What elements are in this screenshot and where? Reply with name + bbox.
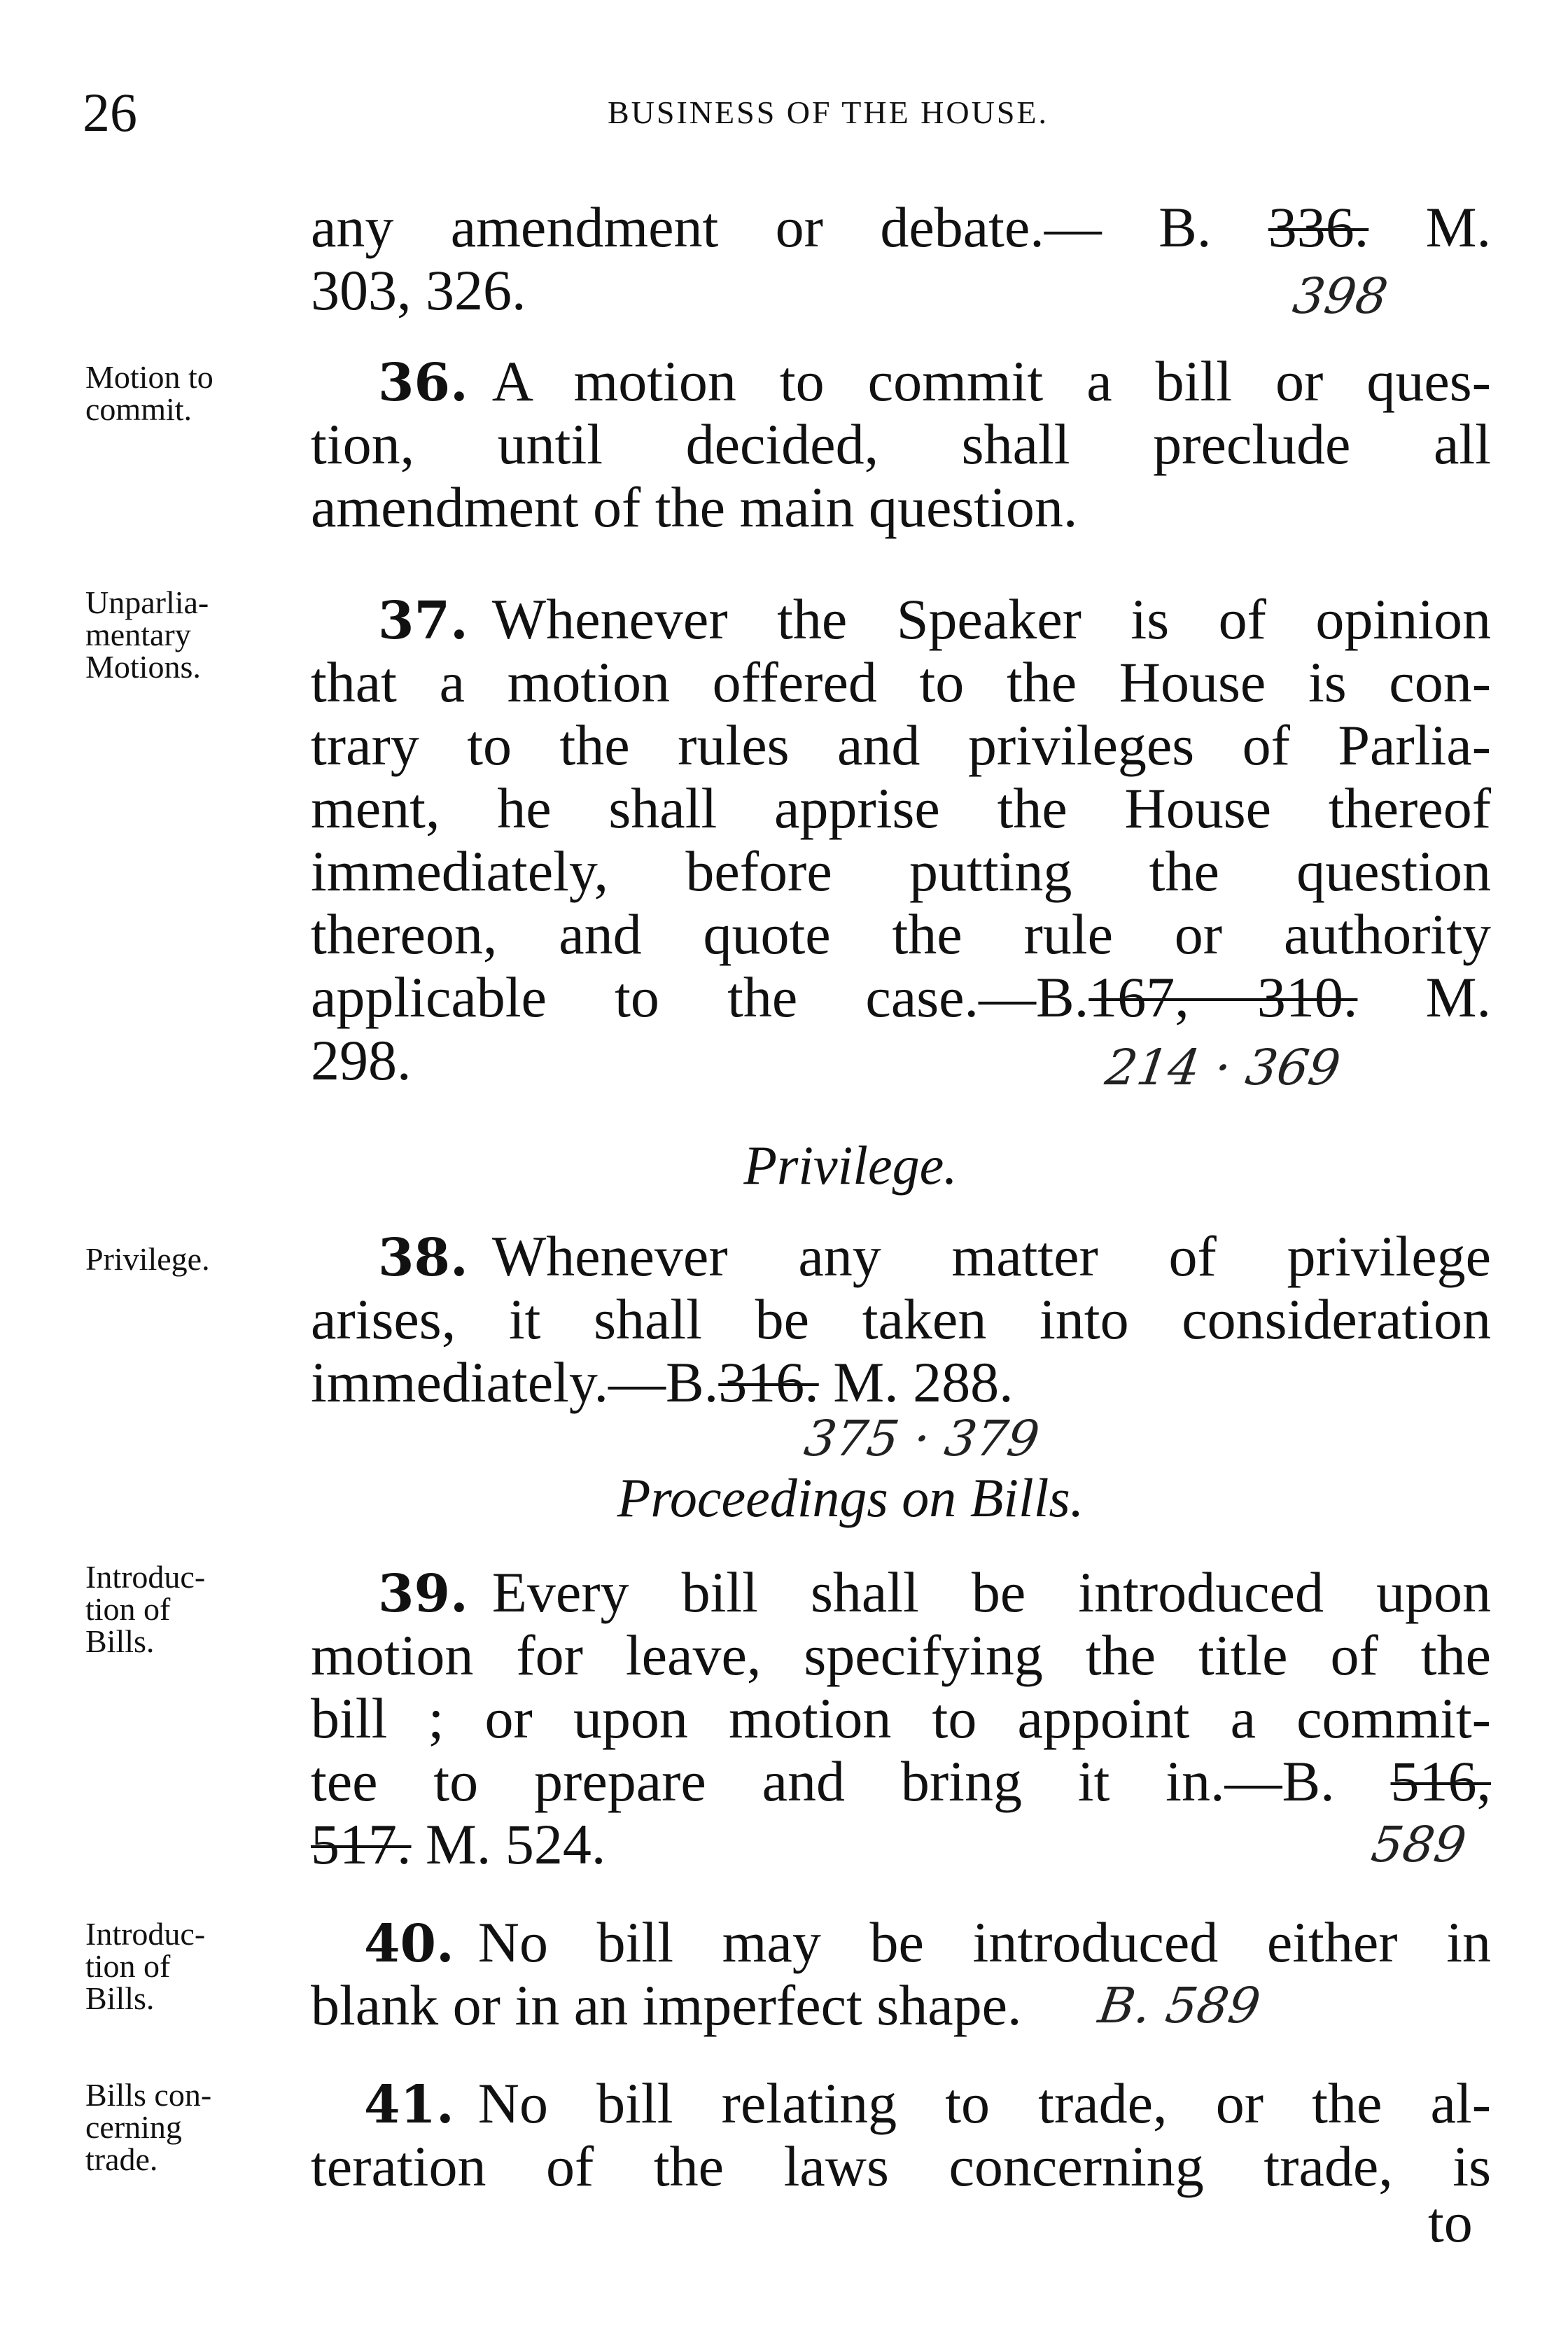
text-line: immediately, before putting the question [311,839,1491,903]
margin-note-introduction-of-bills: Introduc- tion of Bills. [85,1559,206,1659]
margin-note-unparliamentary-motions: Unparlia- mentary Motions. [85,585,209,685]
rule-number: 41. [364,2075,454,2135]
text-line: 517. M. 524. [311,1812,606,1876]
text-line: 36. A motion to commit a bill or ques- [378,349,1491,413]
text-line: 40. No bill may be introduced either in [364,1910,1491,1974]
text-line: trary to the rules and privileges of Parlia- [311,713,1491,777]
margin-note-introduction-of-bills: Introduc- tion of Bills. [85,1916,206,2016]
struck-reference: 517. [311,1812,412,1876]
text-line: tion, until decided, shall preclude all [311,412,1491,476]
text-line: 41. No bill relating to trade, or the al- [364,2071,1491,2135]
text-line: applicable to the case.—B.167, 310. M. [311,965,1491,1029]
page-number: 26 [83,82,137,143]
text-line: teration of the laws concerning trade, is [311,2134,1491,2198]
text-line: blank or in an imperfect shape. [311,1973,1022,2037]
text-line: 37. Whenever the Speaker is of opinion [378,587,1491,651]
struck-reference: 516, [1390,1749,1491,1813]
text-line: ment, he shall apprise the House thereof [311,776,1491,840]
text-line: any amendment or debate.— B. 336. M. [311,195,1491,259]
text-line: immediately.—B.316. M. 288. [311,1350,1014,1414]
text-line: that a motion offered to the House is con- [311,650,1491,714]
text-line: 298. [311,1028,412,1092]
text-line: thereon, and quote the rule or authority [311,902,1491,966]
text-line: arises, it shall be taken into consideration [311,1287,1491,1351]
rule-number: 36. [378,353,468,413]
text-line: tee to prepare and bring it in.—B. 516, [311,1749,1491,1813]
margin-note-privilege: Privilege. [85,1241,210,1277]
text-line: amendment of the main question. [311,475,1078,539]
text-line: motion for leave, specifying the title of the [311,1623,1491,1687]
handwritten-annotation: B. 589 [1095,1977,1264,2034]
rule-number: 37. [378,591,468,651]
section-heading-privilege: Privilege. [743,1135,958,1196]
handwritten-annotation: 375 · 379 [801,1410,1043,1467]
rule-number: 38. [378,1228,468,1288]
handwritten-annotation: 214 · 369 [1102,1039,1344,1096]
struck-reference: 316. [718,1350,819,1414]
text-line: bill ; or upon motion to appoint a commit- [311,1686,1491,1750]
section-heading-proceedings-on-bills: Proceedings on Bills. [617,1467,1084,1528]
text-line: 39. Every bill shall be introduced upon [378,1560,1491,1624]
struck-reference: 167, 310. [1088,965,1358,1029]
margin-note-bills-concerning-trade: Bills con- cerning trade. [85,2077,212,2177]
handwritten-annotation: 589 [1368,1816,1470,1873]
text-line: 303, 326. [311,258,526,322]
handwritten-annotation: 398 [1289,267,1392,325]
text-line: 38. Whenever any matter of privilege [378,1224,1491,1288]
rule-number: 40. [364,1914,454,1974]
struck-reference: 336. [1268,195,1369,259]
catchword: to [1428,2190,1473,2254]
running-title: BUSINESS OF THE HOUSE. [608,95,1049,130]
margin-note-motion-to-commit: Motion to commit. [85,359,214,427]
rule-number: 39. [378,1564,468,1624]
